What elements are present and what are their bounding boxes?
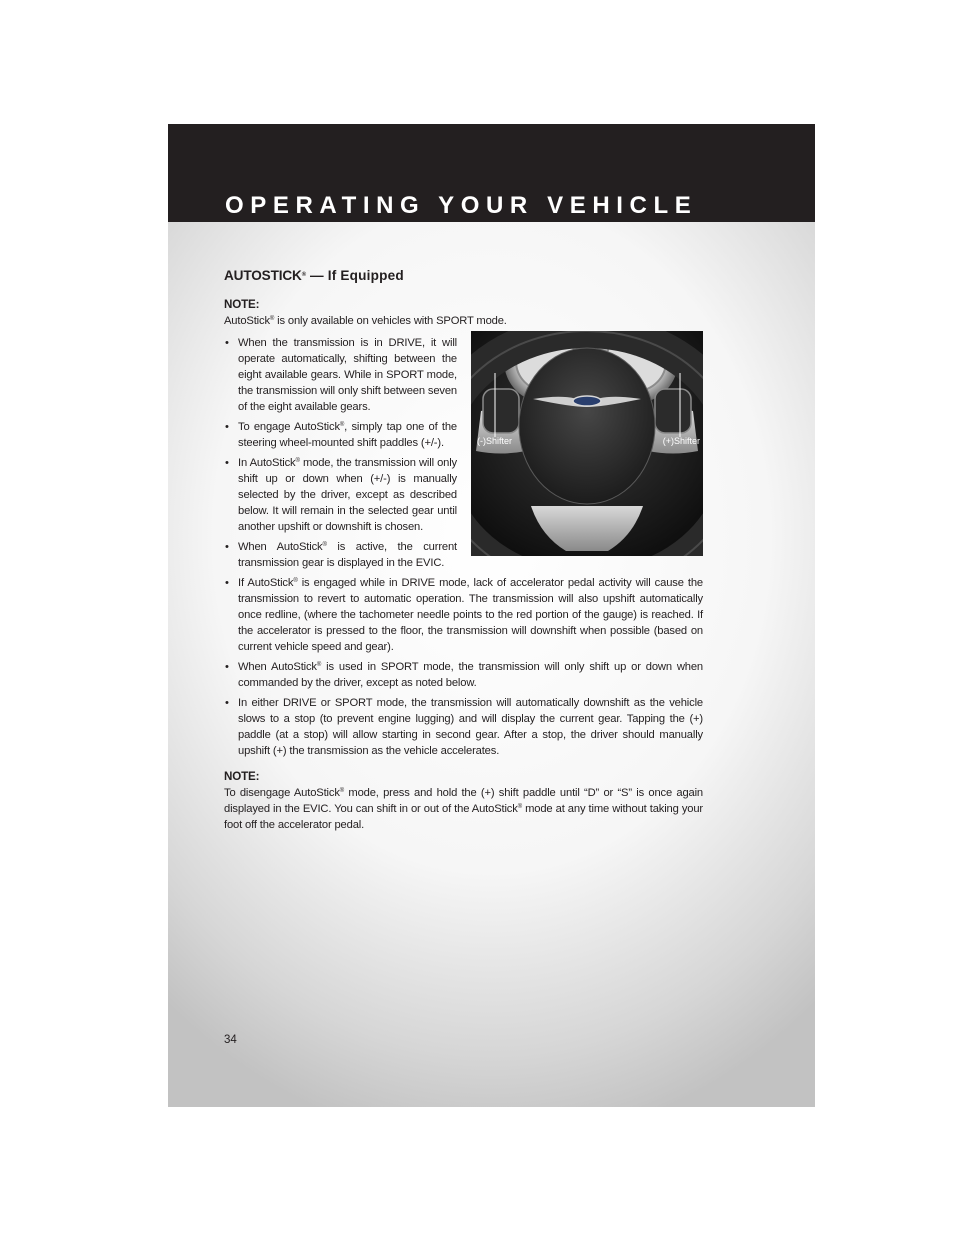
list-item: • When AutoStick® is used in SPORT mode, the transmission will only shift up or down when commanded by the driver, except as noted below. <box>224 659 703 691</box>
registered-mark: ® <box>301 272 306 278</box>
note-label: NOTE: <box>224 770 260 783</box>
plus-shifter-label: (+)Shifter <box>662 436 700 446</box>
chapter-title: OPERATING YOUR VEHICLE <box>225 192 698 219</box>
list-item: • To engage AutoStick®, simply tap one of the steering wheel-mounted shift paddles (+/-). <box>224 419 457 451</box>
manual-page <box>168 124 815 1107</box>
section-title-main: AUTOSTICK <box>224 268 302 283</box>
section-title-sub: — If Equipped <box>305 268 404 283</box>
minus-shifter-label: (-)Shifter <box>477 436 513 446</box>
note-block <box>224 769 703 833</box>
page-number: 34 <box>224 1034 237 1046</box>
note-text: To disengage AutoStick® mode, press and hold the (+) shift paddle until “D” or “S” is once again displayed in the EVIC. You can shift in or out of the AutoStick® mode at any time without taking your foot off the accelerator pedal. <box>224 787 704 831</box>
bullet-list-wide <box>224 575 703 759</box>
list-item: • If AutoStick® is engaged while in DRIVE mode, lack of accelerator pedal activity will cause the transmission to revert to automatic operation. The transmission will also upshift automatically once redline, (where the tachometer needle points to the red portion of the gauge) is reached. If the accelerator is pressed to the floor, the transmission will downshift when possible (based on current vehicle speed and gear). <box>224 575 703 655</box>
section-title <box>224 267 703 285</box>
bullet-list-narrow <box>224 335 703 571</box>
page-content <box>224 264 703 833</box>
list-item: • In either DRIVE or SPORT mode, the transmission will automatically downshift as the vehicle slows to a stop (to prevent engine lugging) and will display the current gear. Tapping the (+) paddle (at a stop) will allow starting in second gear. After a stop, the driver should manually upshift (+) the transmission as the vehicle accelerates. <box>224 695 703 759</box>
list-item: • When the transmission is in DRIVE, it will operate automatically, shifting between the eight available gears. While in SPORT mode, the transmission will only shift between seven of the eight available gears. <box>224 335 457 415</box>
note-label: NOTE: <box>224 298 260 311</box>
note-text: AutoStick® is only available on vehicles with SPORT mode. <box>224 315 507 327</box>
list-item: • When AutoStick® is active, the current transmission gear is displayed in the EVIC. <box>224 539 457 571</box>
list-item: • In AutoStick® mode, the transmission will only shift up or down when (+/-) is manually selected by the driver, except as described below. It will remain in the selected gear until another upshift or downshift is chosen. <box>224 455 457 535</box>
chapter-header <box>168 124 815 222</box>
